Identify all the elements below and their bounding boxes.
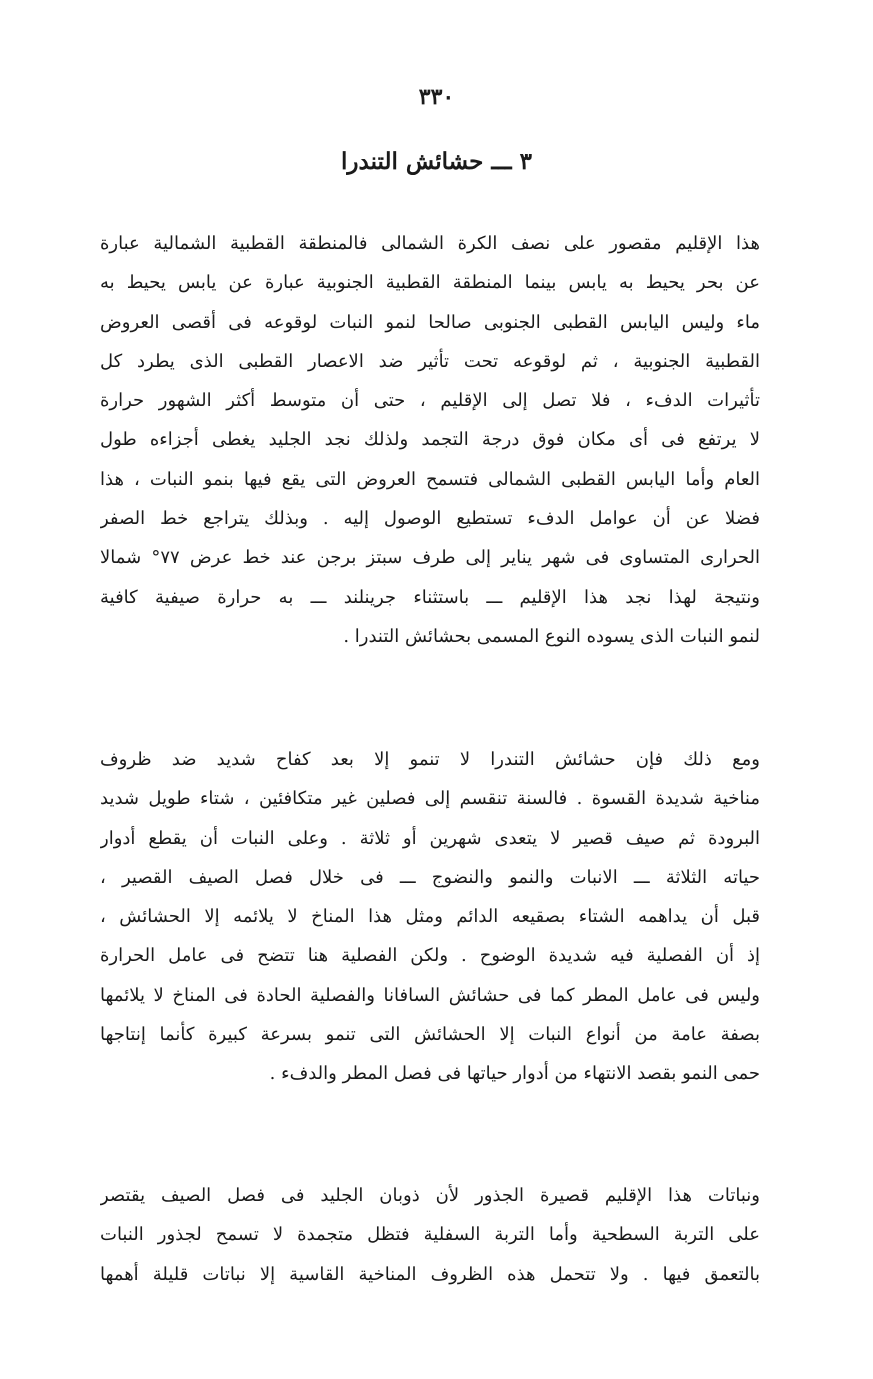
text-line: القطبية الجنوبية ، ثم لوقوعه تحت تأثير ضد الاعصار القطبى الذى يطرد كل bbox=[100, 350, 760, 372]
text-line: فضلا عن أن عوامل الدفء تستطيع الوصول إليه . وبذلك يتراجع خط الصفر bbox=[100, 508, 760, 530]
text-line: بصفة عامة من أنواع النبات إلا الحشائش التى تنمو بسرعة كبيرة كأنما إنتاجها bbox=[100, 1024, 760, 1046]
text-line: وليس فى عامل المطر كما فى حشائش السافانا والفصلية الحادة فى المناخ لا يلائمها bbox=[100, 984, 760, 1006]
text-line: على التربة السطحية وأما التربة السفلية فتظل متجمدة لا تسمح لجذور النبات bbox=[100, 1224, 760, 1246]
text-line: عن بحر يحيط به يابس بينما المنطقة القطبية الجنوبية عبارة عن يابس يحيط به bbox=[100, 272, 760, 294]
text-line: حياته الثلاثة ـــ الانبات والنمو والنضوج ـــ فى خلال فصل الصيف القصير ، bbox=[100, 866, 760, 888]
text-line: ومع ذلك فإن حشائش التندرا لا تنمو إلا بعد كفاح شديد ضد ظروف bbox=[100, 749, 760, 770]
paragraph-2 bbox=[100, 740, 760, 1094]
text-line: ونتيجة لهذا نجد هذا الإقليم ـــ باستثناء جرينلند ـــ به حرارة صيفية كافية bbox=[100, 586, 760, 608]
page-number: ٣٣٠ bbox=[418, 84, 455, 110]
text-line: تأثيرات الدفء ، فلا تصل إلى الإقليم ، حتى أن متوسط أكثر الشهور حرارة bbox=[100, 390, 760, 412]
text-line: البرودة ثم صيف قصير لا يتعدى شهرين أو ثلاثة . وعلى النبات أن يقطع أدوار bbox=[100, 827, 760, 849]
paragraph-3 bbox=[100, 1176, 760, 1294]
section-title: ٣ ـــ حشائش التندرا bbox=[341, 148, 532, 175]
text-line: مناخية شديدة القسوة . فالسنة تنقسم إلى فصلين غير متكافئين ، شتاء طويل شديد bbox=[100, 788, 760, 810]
text-line: قبل أن يداهمه الشتاء بصقيعه الدائم ومثل هذا المناخ لا يلائمه إلا الحشائش ، bbox=[100, 906, 760, 928]
text-line: ماء وليس اليابس القطبى الجنوبى صالحا لنمو النبات لوقوعه فى أقصى العروض bbox=[100, 311, 760, 333]
text-line: هذا الإقليم مقصور على نصف الكرة الشمالى فالمنطقة القطبية الشمالية عبارة bbox=[100, 233, 760, 254]
text-line: الحرارى المتساوى فى شهر يناير إلى طرف سبتز برجن عند خط عرض ٧٧° شمالا bbox=[100, 547, 760, 569]
text-line: لنمو النبات الذى يسوده النوع المسمى بحشائش التندرا . bbox=[343, 625, 760, 647]
text-line: ونباتات هذا الإقليم قصيرة الجذور لأن ذوبان الجليد فى فصل الصيف يقتصر bbox=[100, 1185, 760, 1206]
text-line: لا يرتفع فى أى مكان فوق درجة التجمد ولذلك نجد الجليد يغطى أجزاءه طول bbox=[100, 429, 760, 451]
text-line: حمى النمو بقصد الانتهاء من أدوار حياتها فى فصل المطر والدفء . bbox=[269, 1063, 760, 1085]
text-line: العام وأما اليابس القطبى الشمالى فتسمح العروض التى يقع فيها بنمو النبات ، هذا bbox=[100, 468, 760, 490]
paragraph-1 bbox=[100, 224, 760, 656]
text-line: إذ أن الفصلية فيه شديدة الوضوح . ولكن الفصلية هنا تتضح فى عامل الحرارة bbox=[100, 945, 760, 967]
text-line: بالتعمق فيها . ولا تتحمل هذه الظروف المناخية القاسية إلا نباتات قليلة أهمها bbox=[100, 1263, 760, 1285]
